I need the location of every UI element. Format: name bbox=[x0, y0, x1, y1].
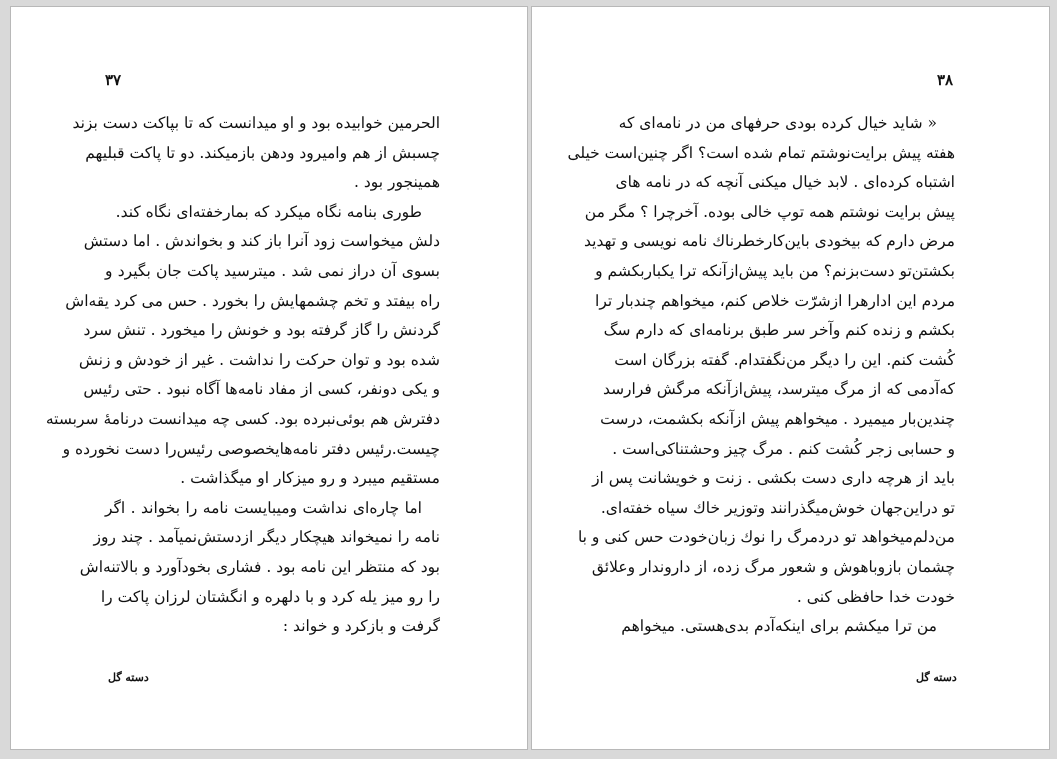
text-line: همینجور بود . bbox=[354, 173, 440, 192]
text-line: باید از هرچه داری دست بکشی . زنت و خویشانت پس از bbox=[592, 469, 955, 488]
text-line: را رو میز یله کرد و با دلهره و انگشتان لرزان پاکت را bbox=[100, 587, 440, 606]
text-line: که‌آدمی که از مرگ میترسد، پیش‌ازآنکه مرگش فرارسد bbox=[602, 380, 955, 399]
text-line: هفته پیش برایت‌نوشتم تمام شده است؟ اگر چنین‌است خیلی bbox=[567, 143, 955, 162]
text-line: گردنش را گاز گرفته بود و خونش را میخورد . تنش سرد bbox=[83, 321, 440, 340]
text-line: بکشم و زنده کنم وآخر سر طبق برنامه‌ای که دارم سگ bbox=[603, 321, 955, 340]
page-footer-title: دسته گل bbox=[916, 671, 957, 684]
text-line: دفترش هم بوئی‌نبرده بود. کسی چه میدانست درنامهٔ سربسته bbox=[45, 409, 440, 428]
text-line: راه بیفتد و تخم چشمهایش را بخورد . حس می کرد یقه‌اش bbox=[65, 291, 440, 310]
text-line: اما چاره‌ای نداشت ومیبایست نامه را بخواند . اگر bbox=[105, 498, 422, 517]
text-line: بکشتن‌تو دست‌بزنم؟ من باید پیش‌ازآنکه ترا یکبار‌بکشم و bbox=[595, 261, 955, 280]
text-line: من‌دلم‌میخواهد تو دردمرگ را نوك زبان‌خودت حس کنی و با bbox=[577, 528, 955, 547]
text-line: چیست.رئیس دفتر نامه‌هایخصوصی رئیس‌را دست نخورده و bbox=[62, 439, 440, 458]
text-line: دلش میخواست زود آنرا باز کند و بخواندش . اما دستش bbox=[83, 232, 440, 251]
page-footer-title: دسته گل bbox=[108, 671, 149, 684]
text-line: « شاید خیال کرده بودی حرفهای من در نامه‌ای که bbox=[618, 114, 937, 132]
page-right bbox=[531, 6, 1050, 750]
page-number: ۳۸ bbox=[937, 71, 954, 89]
text-line: شده بود و توان حرکت را نداشت . غیر از خودش و زنش bbox=[78, 350, 440, 369]
text-line: بود که منتظر این نامه بود . فشاری بخودآورد و بالاتنه‌اش bbox=[79, 557, 440, 576]
text-line: و حسابی زجر کُشت کنم . مرگ چیز وحشتناکی‌است . bbox=[612, 439, 955, 458]
page-number: ۳۷ bbox=[105, 71, 122, 89]
text-line: مرض دارم که بیخودی باین‌کارخطرناك نامه نویسی و تهدید bbox=[584, 232, 955, 251]
text-line: چشمان بازوباهوش و شعور مرگ زده، از داروندار وعلائق bbox=[591, 557, 955, 576]
text-line: الحرمین خوابیده بود و او میدانست که تا بپاکت دست بزند bbox=[72, 114, 440, 132]
text-line: خودت خدا حافظی کنی . bbox=[796, 587, 955, 606]
text-line: و یکی دونفر، کسی از مفاد نامه‌ها آگاه نبود . حتی رئیس bbox=[83, 380, 440, 399]
page-left bbox=[10, 6, 528, 750]
page-body-text bbox=[567, 109, 955, 642]
text-line: کُشت کنم. این را دیگر من‌نگفتدام. گفته بزرگان است bbox=[614, 350, 955, 369]
text-line: تو دراین‌جهان خوش‌میگذرانند وتوزیر خاك سیاه خفته‌ای. bbox=[600, 498, 955, 517]
text-line: بسوی آن دراز نمی شد . میترسید پاکت جان بگیرد و bbox=[105, 261, 440, 280]
text-line: من ترا میکشم برای اینکه‌آدم بدی‌هستی. میخواهم bbox=[621, 617, 937, 636]
text-line: مردم این ادارهرا ازشرّت خلاص کنم، میخواهم چندبار ترا bbox=[595, 291, 955, 310]
text-line: چسبش از هم وامیرود ودهن بازمیکند. دو تا پاکت قبلیهم bbox=[85, 143, 440, 162]
text-line: چندین‌بار میمیرد . میخواهم پیش ازآنکه بکشمت، درست bbox=[600, 409, 955, 428]
text-line: گرفت و بازکرد و خواند : bbox=[282, 617, 440, 636]
page-body-text bbox=[45, 109, 440, 642]
text-line: اشتباه کرده‌ای . لابد خیال میکنی آنچه که در نامه های bbox=[615, 173, 955, 192]
text-line: نامه را نمیخواند هیچکار دیگر ازدستش‌نمیآمد . چند روز bbox=[93, 528, 440, 547]
text-line: مستقیم میبرد و رو میزکار او میگذاشت . bbox=[180, 469, 440, 488]
text-line: طوری بنامه نگاه میکرد که بمارخفته‌ای نگاه کند. bbox=[115, 202, 422, 221]
text-line: پیش برایت نوشتم همه توپ خالی بوده. آخرچرا ؟ مگر من bbox=[584, 202, 955, 221]
